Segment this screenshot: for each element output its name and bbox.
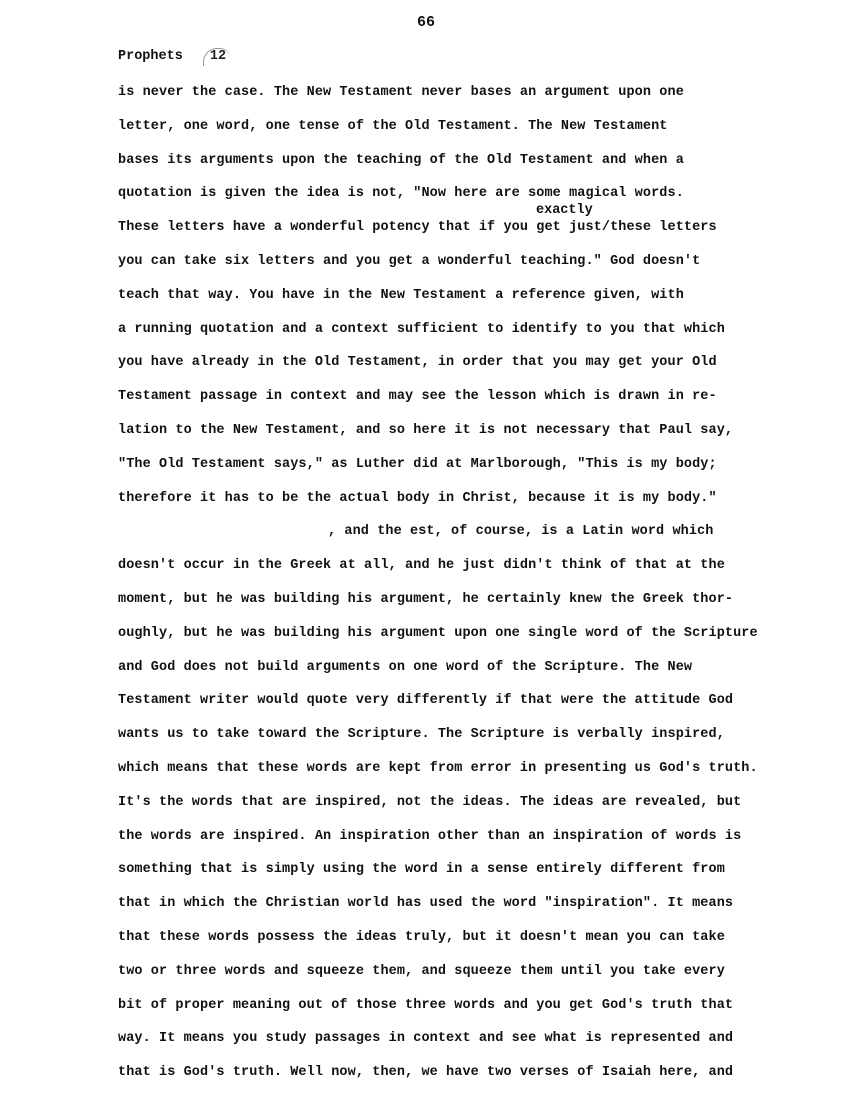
text-line: bit of proper meaning out of those three words and you get God's truth that bbox=[118, 997, 734, 1013]
text-line: that in which the Christian world has used the word "inspiration". It means bbox=[118, 896, 734, 912]
text-line: moment, but he was building his argument, he certainly knew the Greek thor- bbox=[118, 591, 734, 607]
text-line: is never the case. The New Testament never bases an argument upon one bbox=[118, 85, 684, 100]
text-line: "The Old Testament says," as Luther did at Marlborough, "This is my body; bbox=[118, 456, 717, 472]
text-line: letter, one word, one tense of the Old Testament. The New Testament bbox=[118, 118, 668, 134]
text-line: a running quotation and a context sufficient to identify to you that which bbox=[118, 321, 725, 337]
text-line: quotation is given the idea is not, "Now here are some magical words. bbox=[118, 186, 684, 202]
text-line: that these words possess the ideas truly, but it doesn't mean you can take bbox=[118, 929, 725, 945]
text-line: something that is simply using the word in a sense entirely different from bbox=[118, 862, 725, 878]
text-line: the words are inspired. An inspiration other than an inspiration of words is bbox=[118, 828, 742, 844]
header-page-ref: 12 bbox=[203, 48, 230, 66]
text-line: you can take six letters and you get a wonderful teaching." God doesn't bbox=[118, 253, 701, 269]
running-header bbox=[118, 48, 230, 66]
text-line: doesn't occur in the Greek at all, and he just didn't think of that at the bbox=[118, 558, 725, 574]
interlinear-insertion: exactly bbox=[536, 203, 593, 218]
page-number: 66 bbox=[416, 14, 435, 31]
text-line: and God does not build arguments on one word of the Scripture. The New bbox=[118, 659, 693, 675]
text-line: Testament writer would quote very differently if that were the attitude God bbox=[118, 693, 734, 709]
text-line: Testament passage in context and may see the lesson which is drawn in re- bbox=[118, 389, 717, 405]
text-line: bases its arguments upon the teaching of the Old Testament and when a bbox=[118, 152, 684, 168]
text-line: These letters have a wonderful potency that if you get just/these letters bbox=[118, 220, 717, 236]
header-title: Prophets bbox=[118, 49, 183, 64]
body-text bbox=[118, 84, 838, 1098]
text-line: two or three words and squeeze them, and squeeze them until you take every bbox=[118, 963, 725, 979]
text-line: wants us to take toward the Scripture. The Scripture is verbally inspired, bbox=[118, 727, 725, 743]
text-line: way. It means you study passages in context and see what is represented and bbox=[118, 1031, 734, 1047]
text-line: teach that way. You have in the New Testament a reference given, with bbox=[118, 287, 684, 303]
text-line: you have already in the Old Testament, in order that you may get your Old bbox=[118, 355, 717, 371]
text-line: oughly, but he was building his argument upon one single word of the Scripture bbox=[118, 625, 758, 641]
text-line: which means that these words are kept from error in presenting us God's truth. bbox=[118, 760, 758, 776]
text-line: lation to the New Testament, and so here it is not necessary that Paul say, bbox=[118, 422, 734, 438]
text-line: that is God's truth. Well now, then, we have two verses of Isaiah here, and bbox=[118, 1065, 734, 1081]
text-line: therefore it has to be the actual body in Christ, because it is my body." bbox=[118, 490, 717, 506]
text-line: , and the est, of course, is a Latin word which bbox=[328, 524, 714, 540]
text-line: It's the words that are inspired, not the ideas. The ideas are revealed, but bbox=[118, 794, 742, 810]
